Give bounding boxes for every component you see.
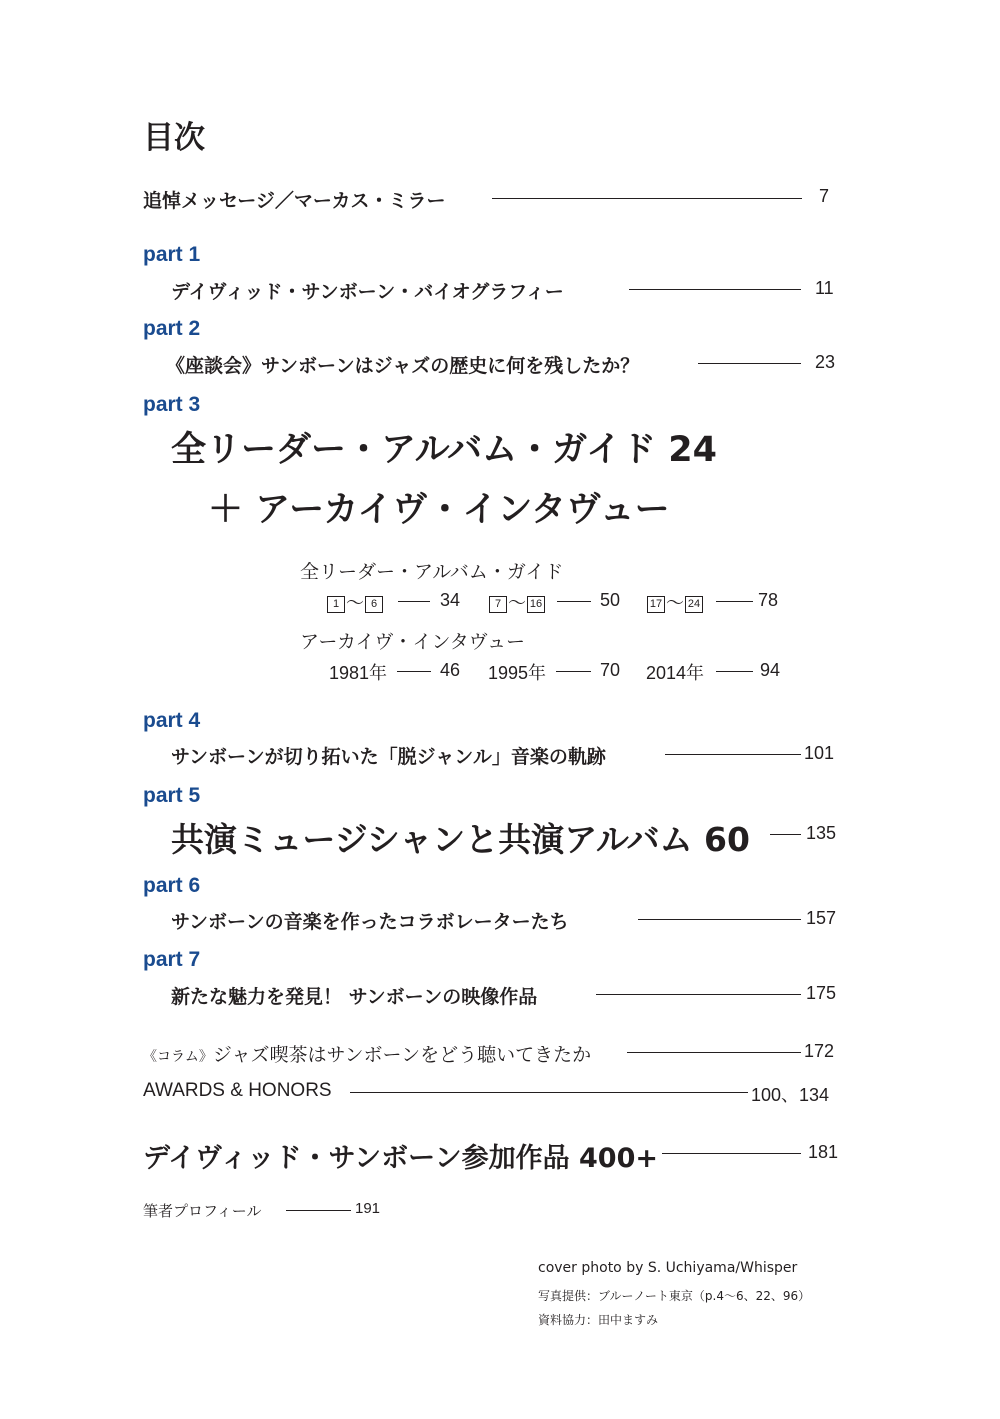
- page-number: 50: [600, 590, 621, 610]
- leader-line: [716, 671, 753, 672]
- album-number-box: 16: [527, 596, 545, 613]
- leader-line: [770, 834, 801, 835]
- album-number-box: 24: [685, 596, 703, 613]
- leader-line: [698, 363, 801, 364]
- credit-cover-photo: cover photo by S. Uchiyama/Whisper: [538, 1260, 798, 1276]
- part-label: part 7: [143, 948, 201, 971]
- credit-materials: 資料協力：田中ますみ: [538, 1313, 659, 1327]
- page-number: 7: [819, 186, 830, 206]
- leader-line: [629, 289, 801, 290]
- guide-range-1: 1 〜 6: [326, 589, 384, 615]
- part-label: part 1: [143, 243, 201, 266]
- leader-line: [492, 198, 802, 199]
- guide-heading: 全リーダー・アルバム・ガイド: [300, 561, 564, 583]
- page-number: 100、134: [751, 1085, 830, 1105]
- toc-entry-part2: 《座談会》サンボーンはジャズの歴史に何を残したか？: [166, 355, 640, 377]
- toc-entry-discography: デイヴィッド・サンボーン参加作品 400+: [143, 1143, 658, 1174]
- part-label: part 2: [143, 317, 201, 340]
- page-number: 94: [760, 660, 781, 680]
- page-number: 181: [808, 1142, 839, 1162]
- toc-entry-part7: 新たな魅力を発見！ サンボーンの映像作品: [171, 986, 538, 1008]
- part3-title-line1: 全リーダー・アルバム・ガイド 24: [171, 430, 717, 470]
- page-number: 172: [804, 1041, 835, 1061]
- page-number: 23: [815, 352, 836, 372]
- leader-line: [627, 1052, 801, 1053]
- leader-line: [662, 1153, 801, 1154]
- guide-range-3: 17 〜 24: [646, 589, 704, 615]
- toc-entry-part6: サンボーンの音楽を作ったコラボレーターたち: [171, 911, 569, 933]
- guide-range-2: 7 〜 16: [488, 589, 546, 615]
- leader-line: [398, 601, 430, 602]
- leader-line: [557, 601, 591, 602]
- leader-line: [596, 994, 801, 995]
- album-number-box: 6: [365, 596, 383, 613]
- part-label: part 6: [143, 874, 201, 897]
- leader-line: [638, 919, 801, 920]
- album-number-box: 7: [489, 596, 507, 613]
- part-label: part 3: [143, 393, 201, 416]
- column-title: ジャズ喫茶はサンボーンをどう聴いてきたか: [212, 1044, 592, 1066]
- interview-year: 1995年: [488, 663, 547, 683]
- interview-year: 1981年: [329, 663, 388, 683]
- page-number: 46: [440, 660, 461, 680]
- page-number: 78: [758, 590, 779, 610]
- part-label: part 5: [143, 784, 201, 807]
- page-number: 157: [806, 908, 837, 928]
- part3-title-line2: ＋ アーカイヴ・インタヴュー: [208, 490, 670, 530]
- interview-year: 2014年: [646, 663, 705, 683]
- page-title: 目次: [143, 120, 205, 156]
- toc-entry-memorial: 追悼メッセージ／マーカス・ミラー: [143, 190, 446, 212]
- page-number: 101: [804, 743, 835, 763]
- leader-line: [556, 671, 591, 672]
- page-number: 135: [806, 823, 837, 843]
- page-number: 11: [815, 278, 834, 298]
- column-prefix: 《コラム》: [143, 1049, 213, 1065]
- leader-line: [286, 1210, 351, 1211]
- toc-entry-part4: サンボーンが切り拓いた「脱ジャンル」音楽の軌跡: [171, 746, 606, 768]
- page-number: 34: [440, 590, 461, 610]
- leader-line: [350, 1092, 748, 1093]
- toc-entry-part5: 共演ミュージシャンと共演アルバム 60: [171, 820, 750, 859]
- toc-entry-profile: 筆者プロフィール: [143, 1202, 262, 1220]
- credit-photo-provider: 写真提供：ブルーノート東京（p.4〜6、22、96）: [538, 1289, 811, 1303]
- page-number: 191: [355, 1200, 381, 1217]
- toc-entry-part1: デイヴィッド・サンボーン・バイオグラフィー: [171, 281, 564, 303]
- toc-entry-column: [143, 1040, 591, 1067]
- album-number-box: 1: [327, 596, 345, 613]
- leader-line: [397, 671, 431, 672]
- toc-entry-awards: AWARDS & HONORS: [143, 1080, 332, 1101]
- leader-line: [665, 754, 801, 755]
- leader-line: [716, 601, 753, 602]
- interview-heading: アーカイヴ・インタヴュー: [300, 631, 525, 653]
- page-number: 70: [600, 660, 621, 680]
- part-label: part 4: [143, 709, 201, 732]
- page-number: 175: [806, 983, 837, 1003]
- album-number-box: 17: [647, 596, 665, 613]
